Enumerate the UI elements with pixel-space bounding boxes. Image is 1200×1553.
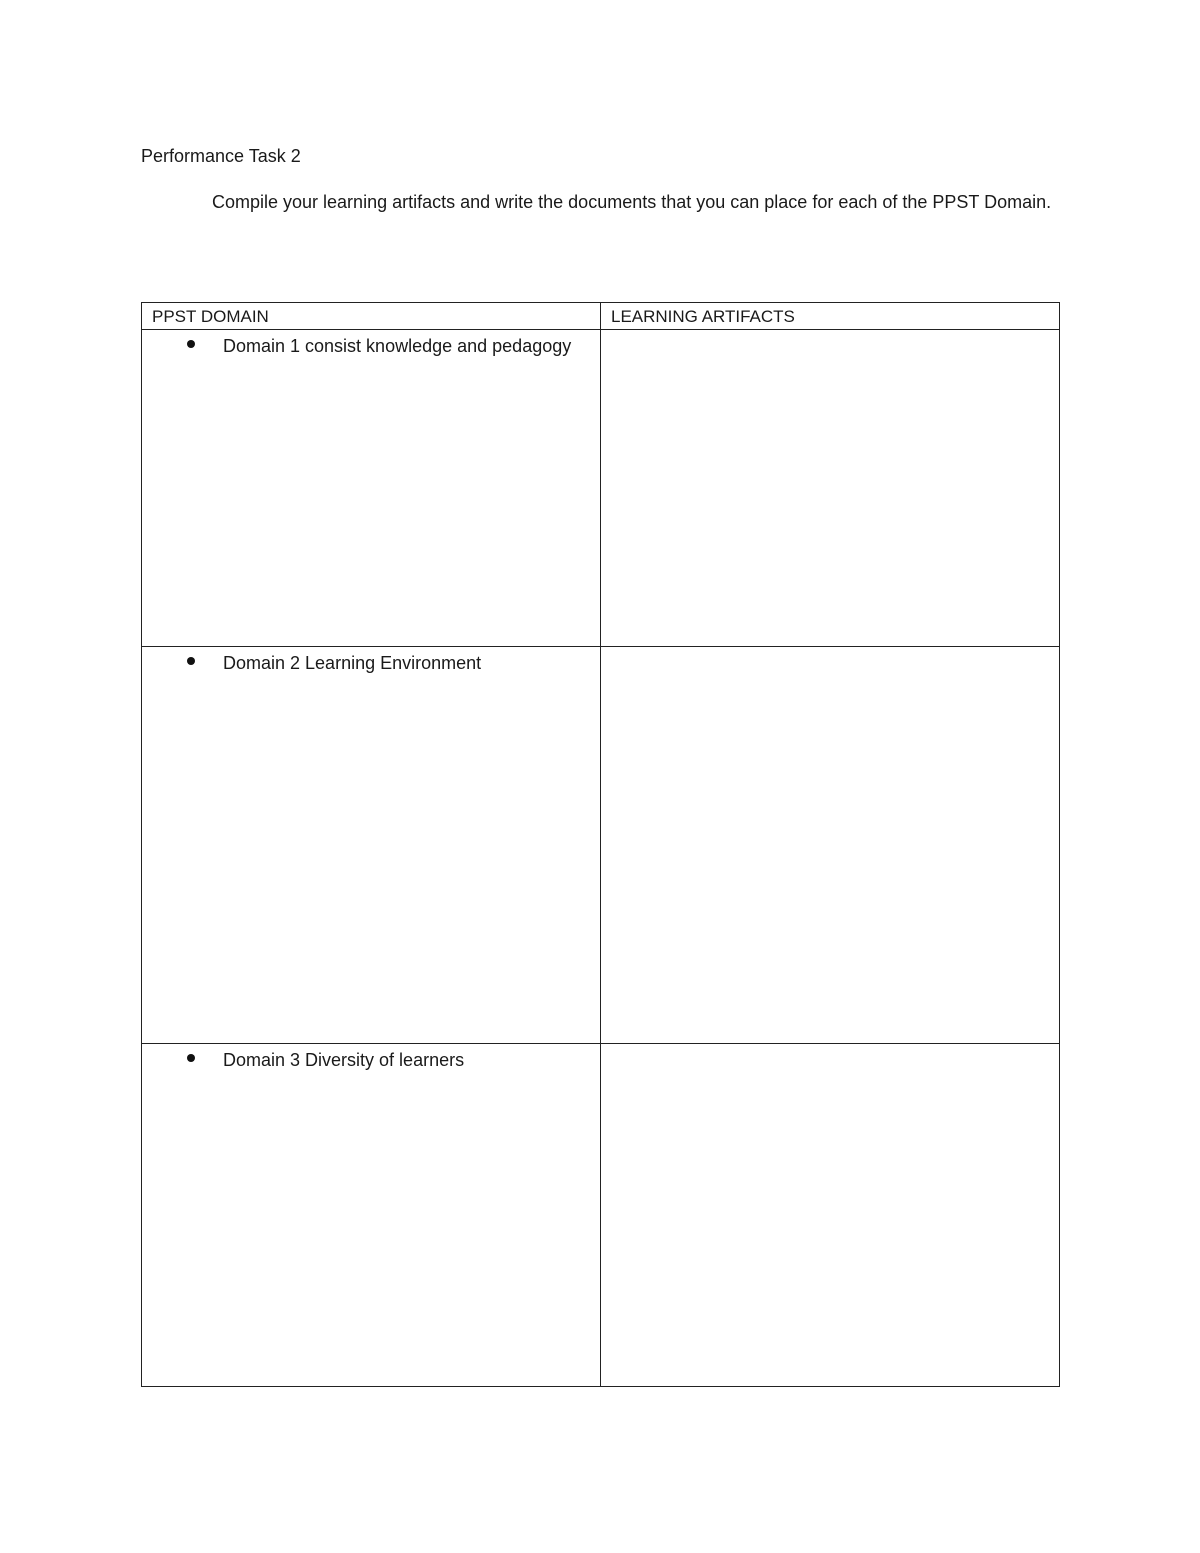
table-row: [142, 330, 1060, 647]
domain-cell: [142, 647, 601, 1044]
instructions-paragraph: Compile your learning artifacts and write the documents that you can place for each of the PPST Domain.: [212, 192, 1052, 212]
domain-label: Domain 2 Learning Environment: [223, 653, 482, 673]
list-item: [142, 330, 600, 360]
list-item: [142, 1044, 600, 1074]
bullet-icon: [187, 340, 195, 348]
header-label-ppst-domain: PPST DOMAIN: [152, 307, 269, 326]
table-row: [142, 647, 1060, 1044]
artifacts-cell[interactable]: [601, 1044, 1060, 1387]
table-row: [142, 1044, 1060, 1387]
table-header-row: [142, 303, 1060, 330]
header-cell-ppst-domain: [142, 303, 601, 330]
ppst-domain-table: [141, 302, 1060, 1387]
domain-cell: [142, 1044, 601, 1387]
bullet-icon: [187, 657, 195, 665]
header-cell-learning-artifacts: [601, 303, 1060, 330]
domain-label: Domain 1 consist knowledge and pedagogy: [223, 336, 572, 356]
document-title: Performance Task 2: [141, 146, 301, 166]
artifacts-cell[interactable]: [601, 647, 1060, 1044]
bullet-icon: [187, 1054, 195, 1062]
artifacts-cell[interactable]: [601, 330, 1060, 647]
domain-cell: [142, 330, 601, 647]
header-label-learning-artifacts: LEARNING ARTIFACTS: [611, 307, 795, 326]
domain-label: Domain 3 Diversity of learners: [223, 1050, 465, 1070]
list-item: [142, 647, 600, 677]
